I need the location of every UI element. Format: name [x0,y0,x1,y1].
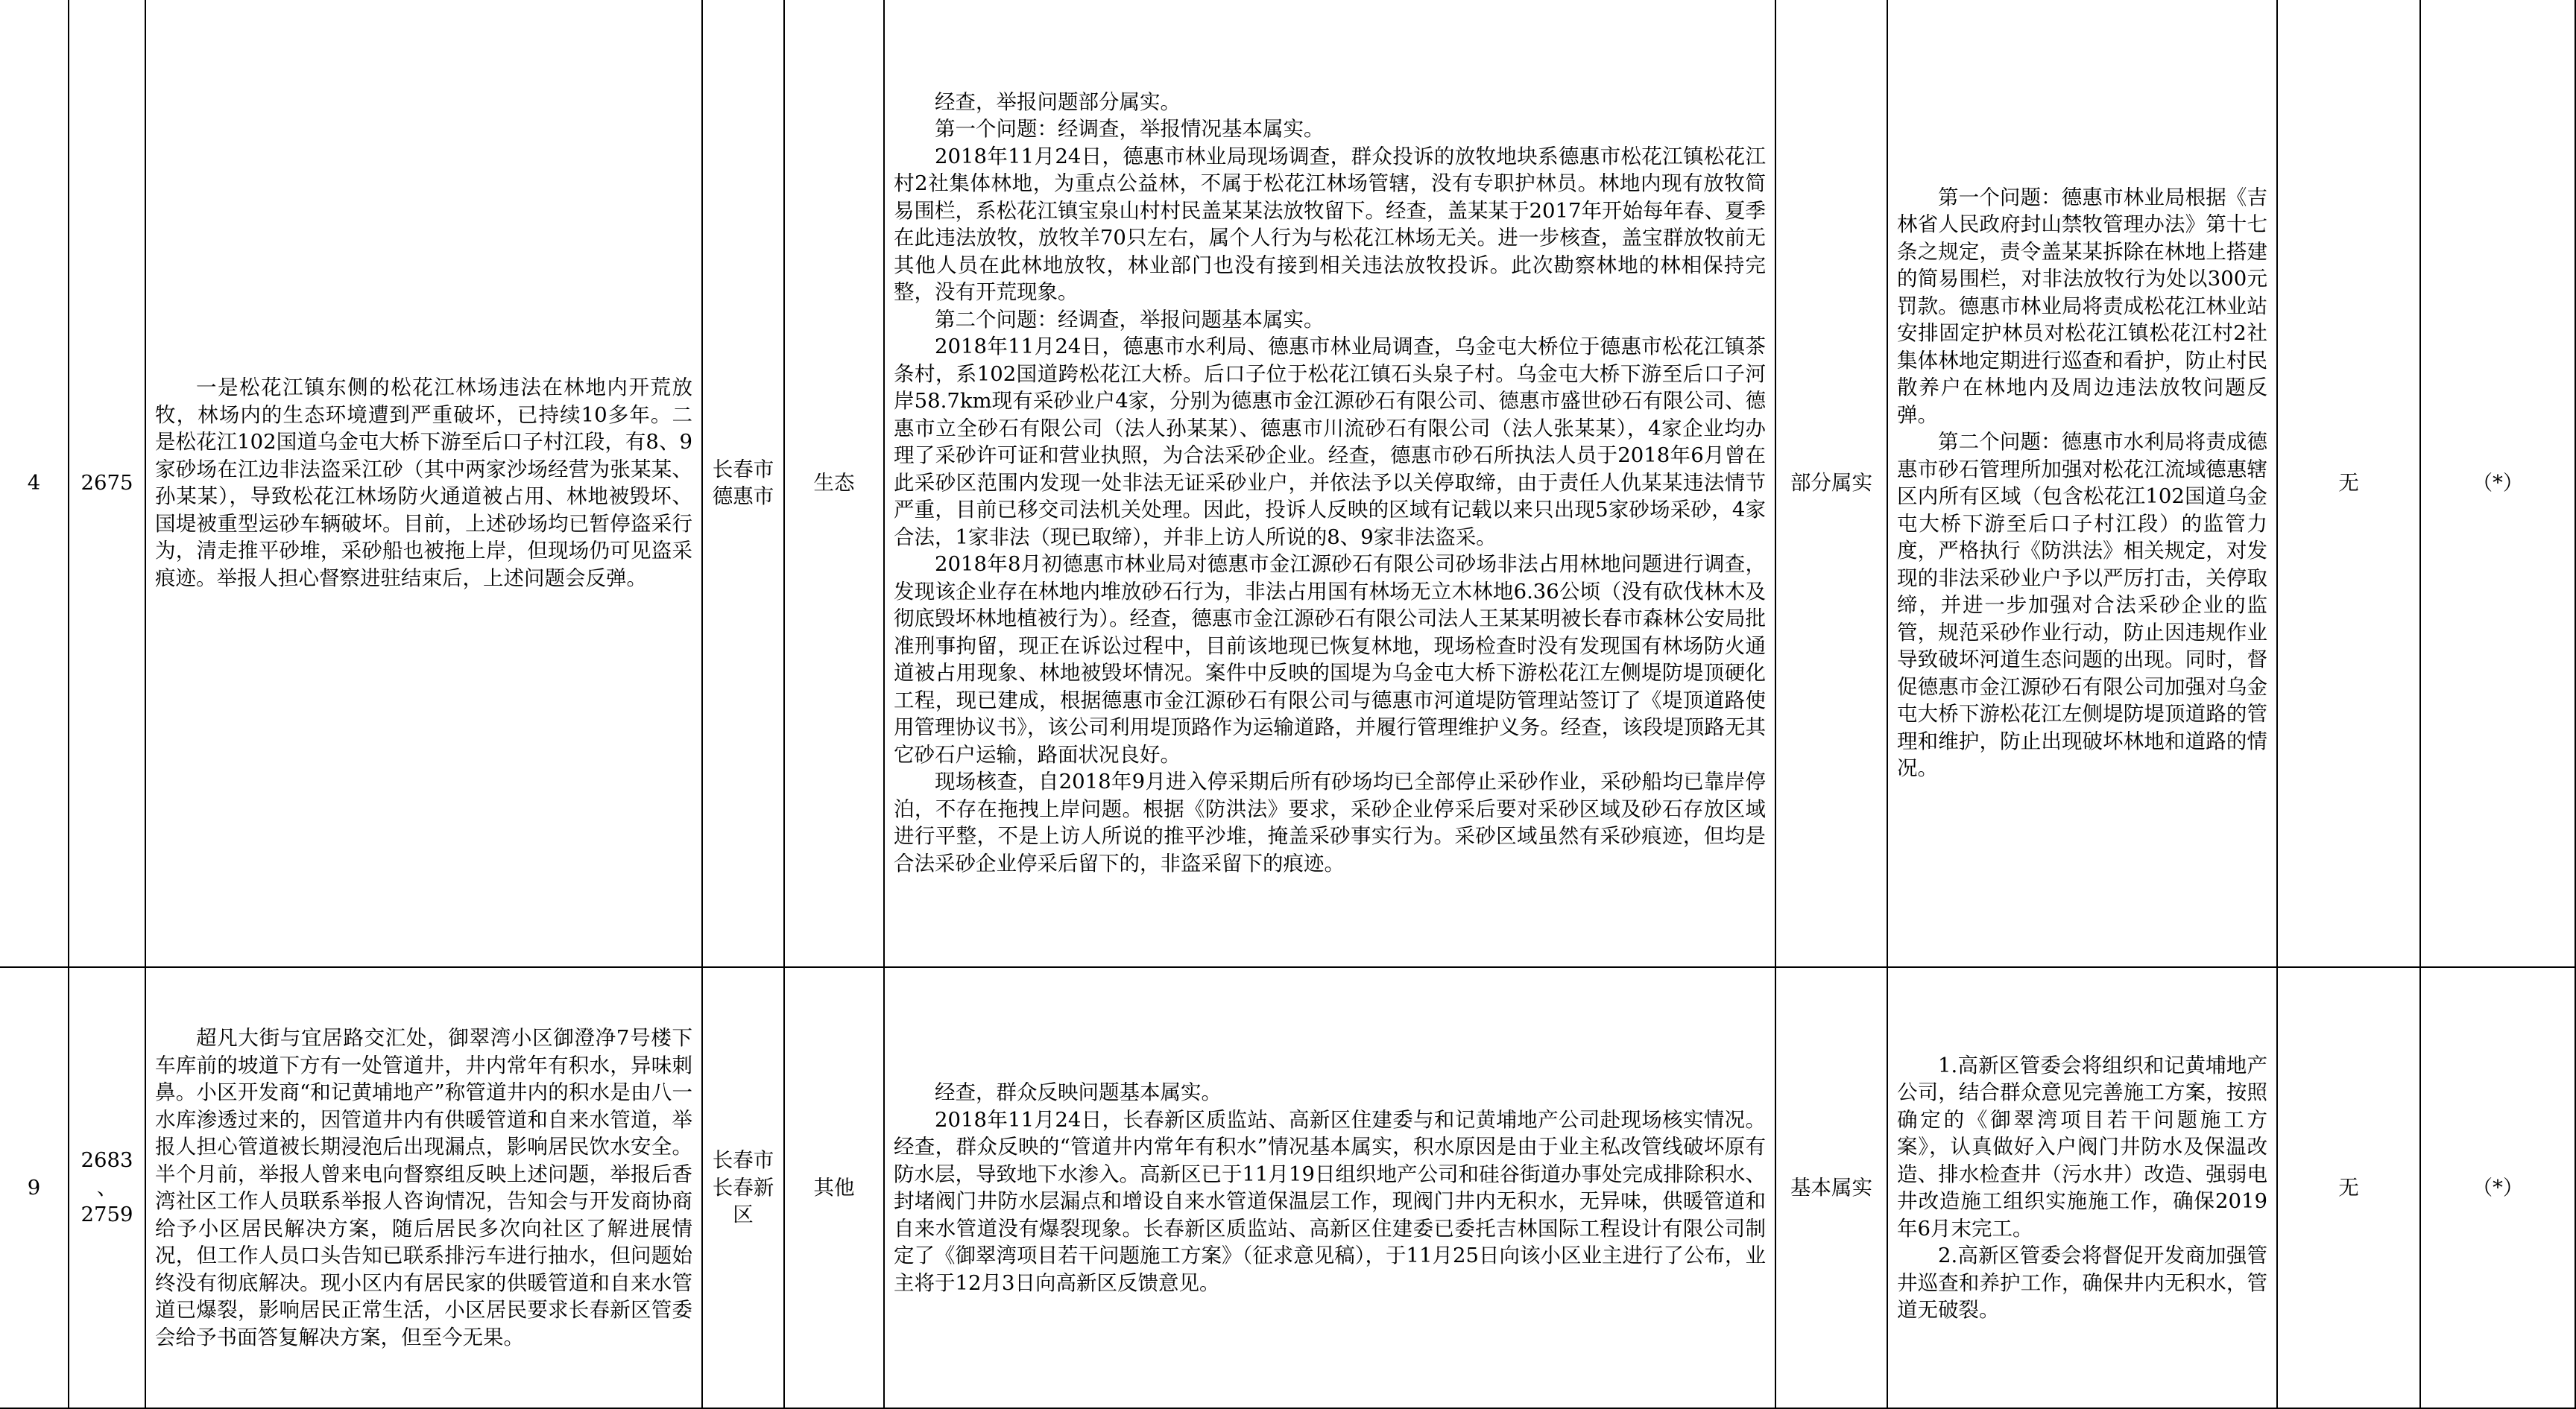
location-line: 长春市 [712,1148,774,1173]
complaint-cell [145,0,702,967]
verdict: 部分属实 [1790,470,1872,495]
category-cell [784,0,884,967]
measures-paragraph: 1.高新区管委会将组织和记黄埔地产公司，结合群众意见完善施工方案，按照确定的《御翠湾项目若干问题施工方案》，认真做好入户阀门井防水及保温改造、排水检查井（污水井）改造、强弱电井改造施工组织实施施工作，确保2019年6月末完工。 [1897,1053,2267,1241]
accountability-cell [2277,0,2420,967]
measures-cell [1887,967,2277,1408]
findings-paragraph: 第一个问题：经调查，举报情况基本属实。 [935,117,1325,142]
note: （*） [2472,1175,2524,1200]
row-index-cell [0,967,69,1408]
location-line: 长春市 [712,457,774,481]
accountability: 无 [2338,1175,2359,1200]
findings-paragraph: 2018年8月初德惠市林业局对德惠市金江源砂石有限公司砂场非法占用林地问题进行调查，发现该企业存在林地内堆放砂石行为，非法占用国有林场无立木林地6.36公顷（没有砍伐林木及彻底毁坏林地植被行为）。经查，德惠市金江源砂石有限公司法人王某某明被长春市森林公安局批准刑事拘留，现正在诉讼过程中，目前该地现已恢复林地，现场检查时没有发现国有林场防火通道被占用现象、林地被毁坏情况。案件中反映的国堤为乌金屯大桥下游松花江左侧堤防堤顶硬化工程，现已建成，根据德惠市金江源砂石有限公司与德惠市河道堤防管理站签订了《堤顶道路使用管理协议书》，该公司利用堤顶路作为运输道路，并履行管理维护义务。经查，该段堤顶路无其它砂石户运输，路面状况良好。 [894,552,1766,767]
row-index: 4 [27,470,41,495]
measures-cell [1887,0,2277,967]
case-number-cell [69,967,145,1408]
row-index: 9 [27,1175,41,1200]
findings-paragraph: 第二个问题：经调查，举报问题基本属实。 [935,307,1325,332]
accountability-cell [2277,967,2420,1408]
note-cell [2420,967,2575,1408]
measures-paragraph: 第一个问题：德惠市林业局根据《吉林省人民政府封山禁牧管理办法》第十七条之规定，责令盖某某拆除在林地上搭建的简易围栏，对非法放牧行为处以300元罚款。德惠市林业局将责成松花江林业站安排固定护林员对松花江镇松花江村2社集体林地定期进行巡查和看护，防止村民散养户在林地内及周边违法放牧问题反弹。 [1897,185,2267,427]
category: 其他 [813,1175,855,1200]
case-number: 2683 [80,1148,133,1173]
row-index-cell [0,0,69,967]
accountability: 无 [2338,470,2359,495]
findings-paragraph: 现场核查，自2018年9月进入停采期后所有砂场均已全部停止采砂作业，采砂船均已靠岸停泊，不存在拖拽上岸问题。根据《防洪法》要求，采砂企业停采后要对采砂区域及砂石存放区域进行平整，不是上访人所说的推平沙堆，掩盖采砂事实行为。采砂区域虽然有采砂痕迹，但均是合法采砂企业停采后留下的，非盗采留下的痕迹。 [894,770,1766,876]
location-line: 长春新 [712,1175,774,1200]
findings-cell [884,0,1775,967]
verdict-cell [1775,967,1887,1408]
measures-paragraph: 第二个问题：德惠市水利局将责成德惠市砂石管理所加强对松花江流域德惠辖区内所有区域（包含松花江102国道乌金屯大桥下游至后口子村江段）的监管力度，严格执行《防洪法》相关规定，对发现的非法采砂业户予以严厉打击，关停取缔，并进一步加强对合法采砂企业的监管，规范采砂作业行动，防止因违规作业导致破坏河道生态问题的出现。同时，督促德惠市金江源砂石有限公司加强对乌金屯大桥下游松花江左侧堤防堤顶道路的管理和维护，防止出现破坏林地和道路的情况。 [1897,430,2267,780]
location-line: 德惠市 [712,484,774,508]
case-number-cell [69,0,145,967]
location-cell [702,0,784,967]
location-line: 区 [733,1203,754,1227]
findings-paragraph: 经查，群众反映问题基本属实。 [935,1080,1222,1104]
complaint-text: 超凡大街与宜居路交汇处，御翠湾小区御澄净7号楼下车库前的坡道下方有一处管道井，井内常年有积水，异味刺鼻。小区开发商“和记黄埔地产”称管道井内的积水是由八一水库渗透过来的，因管道井内有供暖管道和自来水管道，举报人担心管道被长期浸泡后出现漏点，影响居民饮水安全。半个月前，举报人曾来电向督察组反映上述问题，举报后香湾社区工作人员联系举报人咨询情况，告知会与开发商协商给予小区居民解决方案，随后居民多次向社区了解进展情况，但工作人员口头告知已联系排污车进行抽水，但问题始终没有彻底解决。现小区内有居民家的供暖管道和自来水管道已爆裂，影响居民正常生活，小区居民要求长春新区管委会给予书面答复解决方案，但至今无果。 [155,1026,692,1349]
location-cell [702,967,784,1408]
findings-paragraph: 2018年11月24日，长春新区质监站、高新区住建委与和记黄埔地产公司赴现场核实情况。经查，群众反映的“管道井内常年有积水”情况基本属实，积水原因是由于业主私改管线破坏原有防水层，导致地下水渗入。高新区已于11月19日组织地产公司和硅谷街道办事处完成排除积水、封堵阀门井防水层漏点和增设自来水管道保温层工作，现阀门井内无积水，无异味，供暖管道和自来水管道没有爆裂现象。长春新区质监站、高新区住建委已委托吉林国际工程设计有限公司制定了《御翠湾项目若干问题施工方案》（征求意见稿），于11月25日向该小区业主进行了公布，业主将于12月3日向高新区反馈意见。 [894,1107,1766,1295]
findings-paragraph: 2018年11月24日，德惠市水利局、德惠市林业局调查，乌金屯大桥位于德惠市松花江镇茶条村，系102国道跨松花江大桥。后口子位于松花江镇石头泉子村。乌金屯大桥下游至后口子河岸58.7km现有采砂业户4家，分别为德惠市金江源砂石有限公司、德惠市盛世砂石有限公司、德惠市立全砂石有限公司（法人孙某某）、德惠市川流砂石有限公司（法人张某某），4家企业均办理了采砂许可证和营业执照，为合法采砂企业。经查，德惠市砂石所执法人员于2018年6月曾在此采砂区范围内发现一处非法无证采砂业户，并依法予以关停取缔，由于责任人仇某某违法情节严重，目前已移交司法机关处理。因此，投诉人反映的区域有记载以来只出现5家砂场采砂，4家合法，1家非法（现已取缔），并非上访人所说的8、9家非法盗采。 [894,335,1766,549]
measures-paragraph: 2.高新区管委会将督促开发商加强管井巡查和养护工作，确保井内无积水，管道无破裂。 [1897,1244,2267,1322]
verdict: 基本属实 [1790,1175,1872,1200]
case-number-separator: 、 [96,1175,118,1200]
case-number: 2759 [80,1203,133,1227]
table-row [0,967,2575,1408]
complaint-cell [145,967,702,1408]
complaint-text: 一是松花江镇东侧的松花江林场违法在林地内开荒放牧，林场内的生态环境遭到严重破坏，已持续10多年。二是松花江102国道乌金屯大桥下游至后口子村江段，有8、9家砂场在江边非法盗采江砂（其中两家沙场经营为张某某、孙某某），导致松花江林场防火通道被占用、林地被毁坏、国堤被重型运砂车辆破坏。目前，上述砂场均已暂停盗采行为，清走推平砂堆，采砂船也被拖上岸，但现场仍可见盗采痕迹。举报人担心督察进驻结束后，上述问题会反弹。 [155,376,692,590]
category: 生态 [813,470,855,495]
category-cell [784,967,884,1408]
findings-paragraph: 2018年11月24日，德惠市林业局现场调查，群众投诉的放牧地块系德惠市松花江镇松花江村2社集体林地，为重点公益林，不属于松花江林场管辖，没有专职护林员。林地内现有放牧简易围栏，系松花江镇宝泉山村村民盖某某法放牧留下。经查，盖某某于2017年开始每年春、夏季在此违法放牧，放牧羊70只左右，属个人行为与松花江林场无关。进一步核查，盖宝群放牧前无其他人员在此林地放牧，林业部门也没有接到相关违法放牧投诉。此次勘察林地的林相保持完整，没有开荒现象。 [894,144,1766,305]
case-number: 2675 [80,470,133,495]
findings-cell [884,967,1775,1408]
verdict-cell [1775,0,1887,967]
findings-paragraph: 经查，举报问题部分属实。 [935,89,1181,114]
note: （*） [2472,470,2524,495]
note-cell [2420,0,2575,967]
